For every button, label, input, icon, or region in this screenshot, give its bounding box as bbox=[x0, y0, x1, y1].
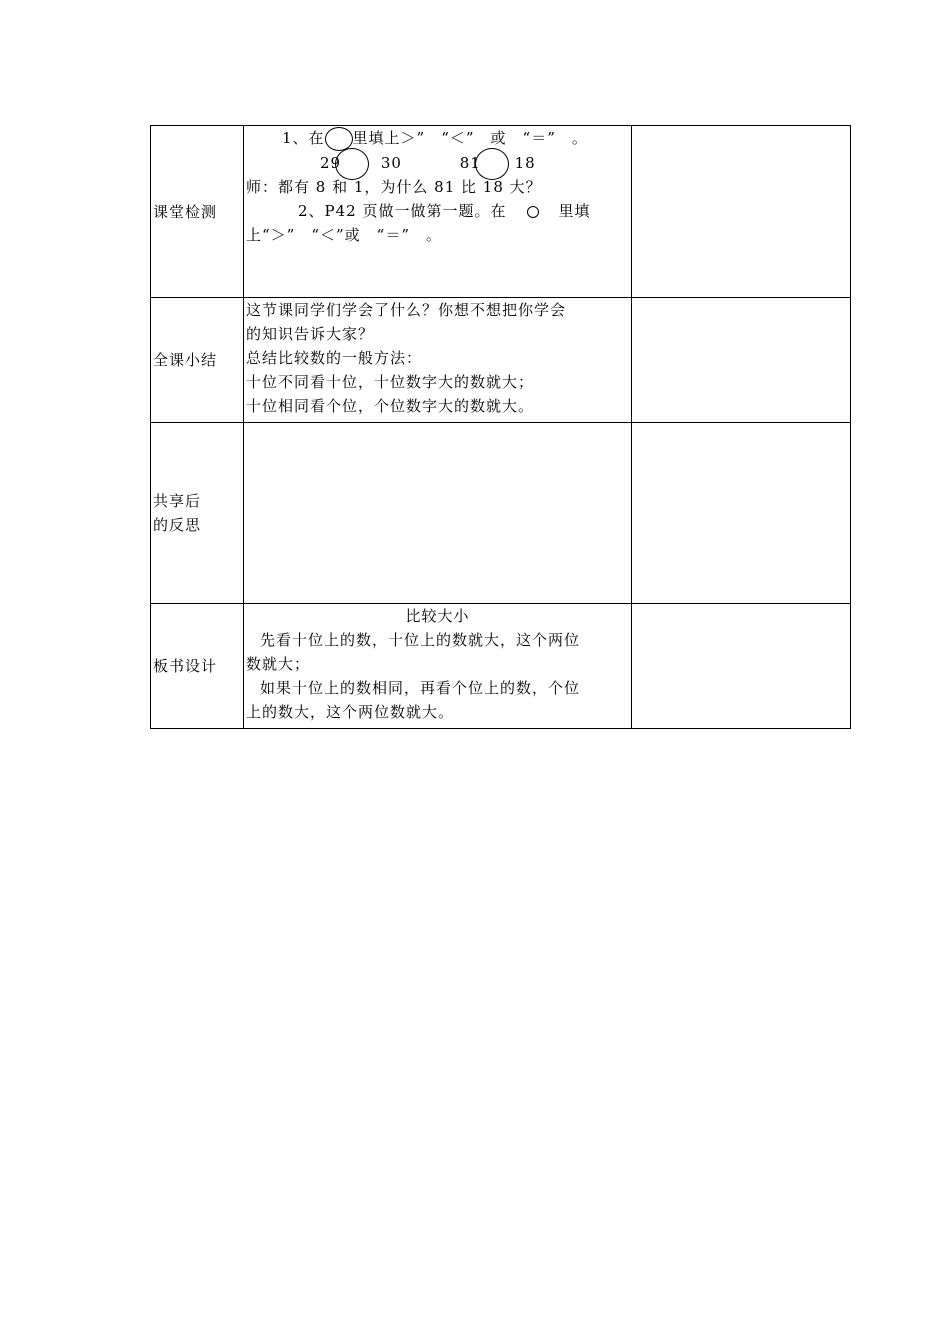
content-summary bbox=[244, 298, 632, 423]
board-line: 先看十位上的数，十位上的数就大，这个两位 bbox=[260, 631, 581, 649]
lesson-plan-table bbox=[150, 125, 851, 729]
board-line: 如果十位上的数相同，再看个位上的数，个位 bbox=[260, 679, 581, 697]
row-board-design bbox=[151, 604, 851, 729]
teacher-question: 师：都有 8 和 1，为什么 81 比 18 大？ bbox=[246, 178, 542, 196]
notes-summary bbox=[632, 298, 851, 423]
question-2-continued: 上“＞” “＜”或 “＝” 。 bbox=[246, 226, 443, 244]
question-1: 1、在 里填上＞” “＜” 或 “＝” 。 bbox=[246, 126, 629, 151]
row-reflection bbox=[151, 423, 851, 604]
notes-board-design bbox=[632, 604, 851, 729]
board-line: 上的数大，这个两位数就大。 bbox=[246, 703, 455, 721]
board-title: 比较大小 bbox=[405, 607, 470, 625]
row-class-test bbox=[151, 126, 851, 298]
notes-class-test bbox=[632, 126, 851, 298]
summary-line: 十位不同看十位，十位数字大的数就大； bbox=[246, 373, 535, 391]
row-summary bbox=[151, 298, 851, 423]
notes-reflection bbox=[632, 423, 851, 604]
content-class-test bbox=[244, 126, 632, 298]
label-summary: 全课小结 bbox=[151, 298, 244, 423]
small-circle-icon bbox=[527, 206, 539, 218]
summary-line: 十位相同看个位，个位数字大的数就大。 bbox=[246, 397, 535, 415]
label-board-design: 板书设计 bbox=[151, 604, 244, 729]
compare-pairs: 29 30 81 18 bbox=[246, 151, 629, 175]
label-reflection: 共享后 的反思 bbox=[151, 423, 244, 604]
content-board-design bbox=[244, 604, 632, 729]
content-reflection bbox=[244, 423, 632, 604]
label-class-test: 课堂检测 bbox=[151, 126, 244, 298]
summary-line: 这节课同学们学会了什么？你想不想把你学会 bbox=[246, 301, 567, 319]
summary-line: 总结比较数的一般方法： bbox=[246, 349, 423, 367]
question-2: 2、P42 页做一做第一题。在 里填 bbox=[298, 202, 591, 220]
summary-line: 的知识告诉大家？ bbox=[246, 325, 375, 343]
board-line: 数就大； bbox=[246, 655, 311, 673]
